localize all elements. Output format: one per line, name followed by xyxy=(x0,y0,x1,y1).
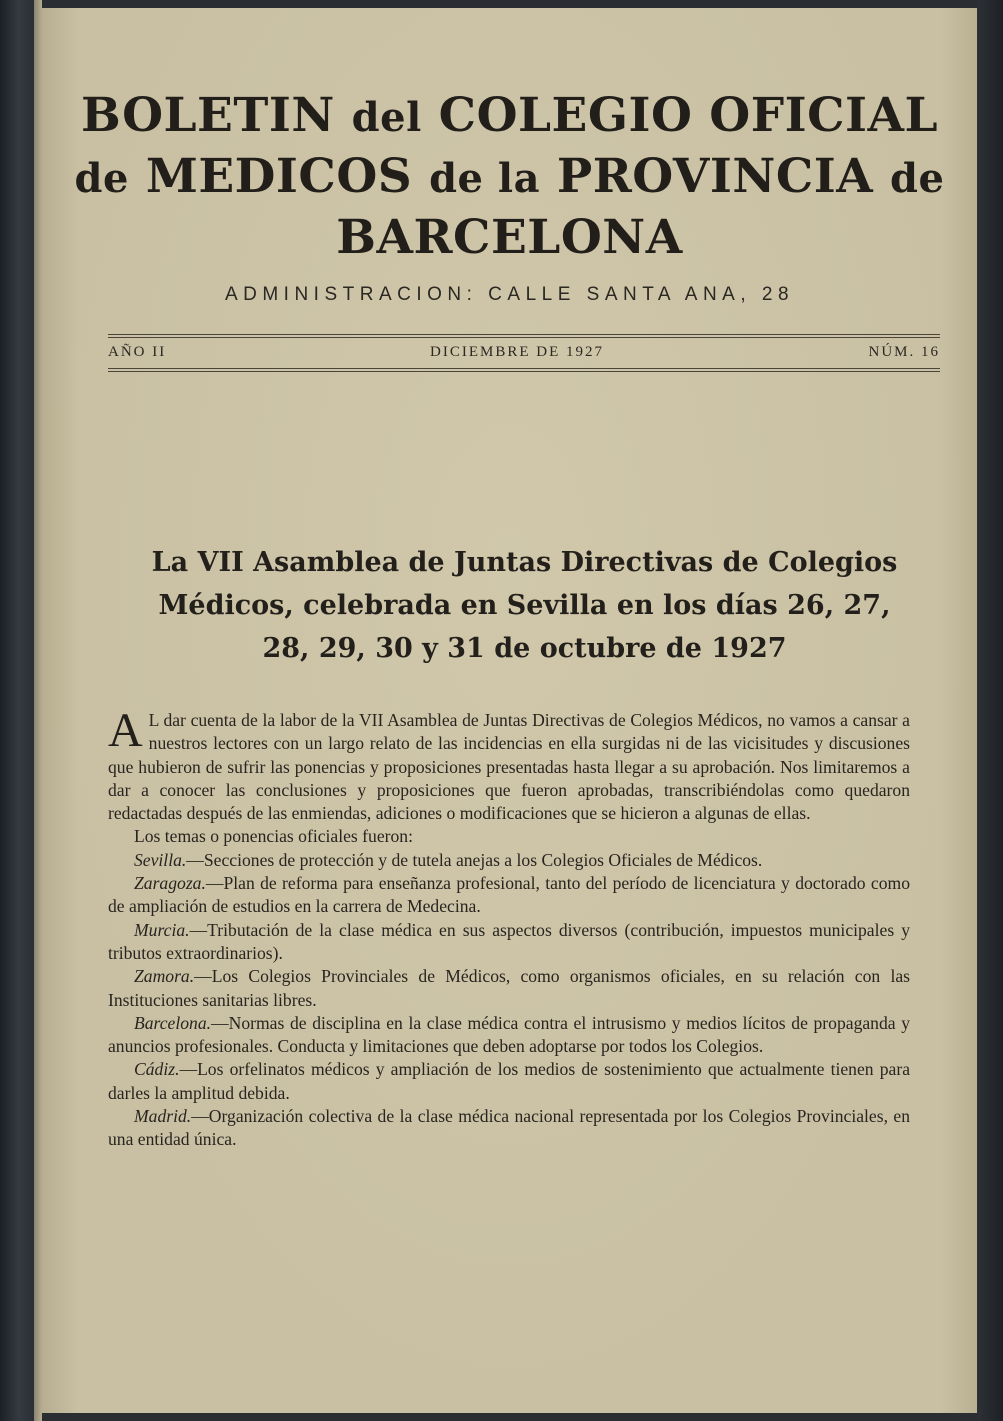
topic-paragraph xyxy=(108,1012,910,1059)
masthead-word: COLEGIO OFICIAL xyxy=(421,88,939,143)
masthead-line-1 xyxy=(42,86,977,147)
book-binding-left xyxy=(0,0,42,1421)
topic-city: Cádiz. xyxy=(134,1059,180,1080)
masthead-line-3: BARCELONA xyxy=(336,210,683,265)
masthead-word: de xyxy=(890,155,945,202)
issue-bar xyxy=(108,340,940,364)
masthead-word: de la xyxy=(429,155,541,202)
drop-cap: A xyxy=(108,704,143,757)
masthead-word: BOLETIN xyxy=(80,88,352,143)
topic-text: —Secciones de protección y de tutela anejas a los Colegios Oficiales de Médicos. xyxy=(186,849,763,870)
intro-paragraph xyxy=(108,704,910,825)
intro-text: L dar cuenta de la labor de la VII Asamblea de Juntas Directivas de Colegios Médicos, no vamos a cansar a nuestros lectores con un largo relato de las incidencias en ella surgidas ni de las vicisitudes y discusiones que hubieron de sufrir las ponencias y proposiciones presentadas hasta llegar a su aprobación. Nos limitaremos a dar a conocer las conclusiones y proposiciones que fueron aprobadas, transcribiéndolas como quedaron redactadas después de las enmiendas, adiciones o modificaciones que se hicieron a algunas de ellas. xyxy=(108,710,910,824)
masthead xyxy=(42,86,977,267)
masthead-word: PROVINCIA xyxy=(540,149,891,204)
issue-number: NÚM. 16 xyxy=(868,344,940,360)
topic-text: —Los orfelinatos médicos y ampliación de los medios de sostenimiento que actualmente tienen para darles la amplitud debida. xyxy=(108,1059,910,1103)
topic-text: —Organización colectiva de la clase médica nacional representada por los Colegios Provinciales, en una entidad única. xyxy=(108,1106,910,1150)
administration-address: ADMINISTRACION: CALLE SANTA ANA, 28 xyxy=(224,284,795,305)
masthead-word: del xyxy=(351,94,422,141)
rule-bottom-2 xyxy=(108,371,940,372)
topic-city: Zamora. xyxy=(134,966,195,987)
topics-intro: Los temas o ponencias oficiales fueron: xyxy=(134,826,413,847)
rule-top-2 xyxy=(108,337,940,338)
rule-bottom-1 xyxy=(108,368,940,369)
topic-city: Madrid. xyxy=(134,1106,192,1127)
topic-city: Zaragoza. xyxy=(134,873,206,894)
topic-paragraph xyxy=(108,919,910,966)
masthead-word: MEDICOS xyxy=(128,149,430,204)
topic-paragraph xyxy=(108,849,910,872)
issue-date: DICIEMBRE DE 1927 xyxy=(430,344,604,360)
topic-city: Barcelona. xyxy=(134,1012,212,1033)
topic-paragraph xyxy=(108,1105,910,1152)
headline-line-2: Médicos, celebrada en Sevilla en los días 26, 27, xyxy=(158,590,891,621)
topic-city: Sevilla. xyxy=(134,849,187,870)
masthead-word: de xyxy=(74,155,129,202)
headline-line-3: 28, 29, 30 y 31 de octubre de 1927 xyxy=(262,633,787,664)
topic-text: —Los Colegios Provinciales de Médicos, como organismos oficiales, en su relación con las Instituciones sanitarias libres. xyxy=(108,966,910,1010)
scanned-page xyxy=(42,8,977,1413)
book-binding-right xyxy=(977,0,1003,1421)
rule-top-1 xyxy=(108,334,940,335)
topic-paragraph xyxy=(108,965,910,1012)
topic-paragraph xyxy=(108,872,910,919)
issue-year: AÑO II xyxy=(108,344,167,360)
topic-city: Murcia. xyxy=(134,919,190,940)
article-headline xyxy=(102,541,947,670)
article-body xyxy=(108,704,910,1152)
page-stack-edge xyxy=(34,0,42,1421)
topic-text: —Normas de disciplina en la clase médica contra el intrusismo y medios lícitos de propaganda y anuncios profesionales. Conducta y limitaciones que deben adoptarse por todos los Colegios. xyxy=(108,1012,910,1057)
headline-line-1: La VII Asamblea de Juntas Directivas de Colegios xyxy=(151,547,898,578)
topic-text: —Tributación de la clase médica en sus aspectos diversos (contribución, impuestos municipales y tributos extraordinarios). xyxy=(108,919,910,963)
topic-text: —Plan de reforma para enseñanza profesional, tanto del período de licenciatura y doctorado como de ampliación de estudios en la carrera de Medecina. xyxy=(108,873,910,917)
masthead-line-2 xyxy=(42,147,977,208)
topic-paragraph xyxy=(108,1058,910,1105)
